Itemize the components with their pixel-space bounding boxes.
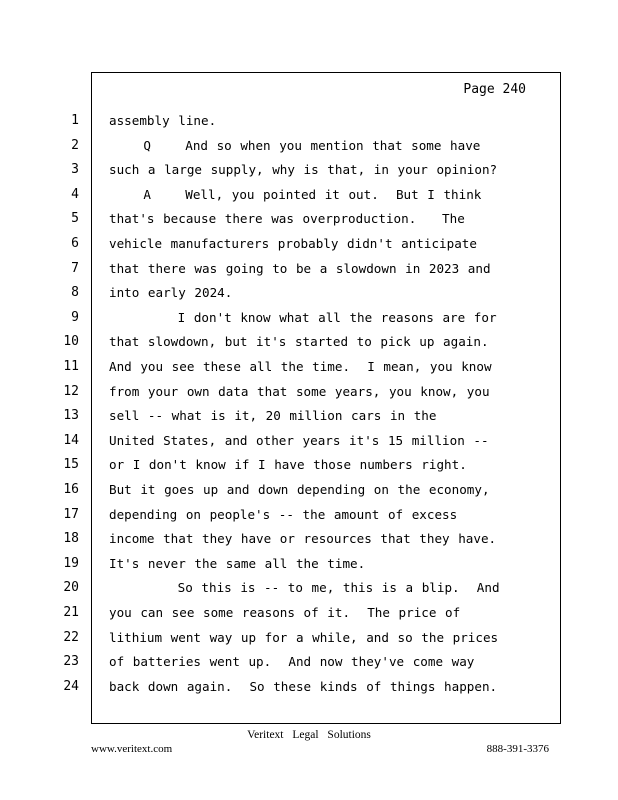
- line-number: 12: [63, 383, 79, 399]
- line-number: 15: [63, 457, 79, 473]
- line-text: you can see some reasons of it. The price of: [109, 605, 461, 620]
- line-number: 13: [63, 408, 79, 424]
- transcript-line: [71, 137, 560, 162]
- line-text: from your own data that some years, you know, you: [109, 383, 490, 399]
- transcript-line: [63, 457, 560, 481]
- footer-company: Veritext Legal Solutions: [247, 729, 371, 741]
- transcript-line: [63, 383, 560, 408]
- line-text: assembly line.: [109, 113, 217, 128]
- transcript-line: [63, 654, 560, 678]
- transcript-line: [63, 359, 560, 383]
- transcript-line: [71, 285, 560, 309]
- line-number: 5: [71, 211, 79, 227]
- line-number: 14: [63, 432, 79, 448]
- page-number: Page 240: [463, 82, 526, 97]
- line-number: 11: [63, 359, 79, 374]
- transcript-page: [63, 72, 561, 724]
- line-number: 4: [71, 186, 79, 202]
- line-number: 6: [71, 236, 79, 251]
- line-text: But it goes up and down depending on the economy,: [109, 482, 490, 497]
- line-number: 3: [71, 162, 79, 178]
- transcript-line: [63, 605, 560, 629]
- transcript-line: [63, 580, 560, 604]
- line-text: I don't know what all the reasons are for: [109, 309, 497, 325]
- line-number: 2: [71, 137, 79, 153]
- line-text: And you see these all the time. I mean, you know: [109, 359, 492, 374]
- line-text: lithium went way up for a while, and so the prices: [109, 629, 499, 645]
- line-text: Q And so when you mention that some have: [109, 137, 481, 153]
- line-text: sell -- what is it, 20 million cars in the: [109, 408, 437, 424]
- transcript-line: [71, 211, 560, 235]
- transcript-line: [71, 186, 560, 211]
- line-text: or I don't know if I have those numbers right.: [109, 457, 467, 473]
- transcript-line: [63, 408, 560, 432]
- transcript-line: [71, 260, 560, 285]
- transcript-line: [63, 531, 560, 555]
- line-text: that slowdown, but it's started to pick up again.: [109, 334, 489, 350]
- line-number: 8: [71, 285, 79, 301]
- line-text: So this is -- to me, this is a blip. And: [109, 580, 500, 596]
- line-number: 19: [63, 555, 79, 571]
- line-text: depending on people's -- the amount of excess: [109, 506, 458, 522]
- line-text: back down again. So these kinds of things happen.: [109, 678, 498, 694]
- transcript-line: [71, 113, 560, 137]
- line-text: vehicle manufacturers probably didn't anticipate: [109, 236, 477, 251]
- line-number: 1: [71, 113, 79, 128]
- line-number: 22: [63, 629, 79, 645]
- line-number: 24: [63, 678, 79, 694]
- transcript-line: [71, 162, 560, 186]
- line-number: 10: [63, 334, 79, 350]
- line-text: into early 2024.: [109, 285, 233, 301]
- line-text: A Well, you pointed it out. But I think: [109, 186, 482, 202]
- line-number: 23: [63, 654, 79, 670]
- line-text: income that they have or resources that they have.: [109, 531, 497, 547]
- line-number: 18: [63, 531, 79, 547]
- line-text: United States, and other years it's 15 million --: [109, 432, 489, 448]
- transcript-line: [63, 506, 560, 531]
- line-number: 9: [71, 309, 79, 325]
- line-number: 7: [71, 260, 79, 276]
- line-text: that's because there was overproduction. The: [109, 211, 465, 227]
- transcript-line: [63, 334, 560, 358]
- transcript-line: [71, 309, 560, 334]
- line-text: It's never the same all the time.: [109, 555, 366, 571]
- footer-phone: 888-391-3376: [486, 743, 549, 755]
- line-text: that there was going to be a slowdown in 2023 and: [109, 260, 491, 276]
- transcript-line: [71, 236, 560, 260]
- footer-website: www.veritext.com: [91, 743, 173, 755]
- transcript-line: [63, 678, 560, 703]
- line-number: 17: [63, 506, 79, 522]
- line-number: 16: [63, 482, 79, 497]
- transcript-line: [63, 555, 560, 580]
- transcript-line: [63, 432, 560, 457]
- line-number: 20: [63, 580, 79, 596]
- transcript-line: [63, 629, 560, 654]
- line-number: 21: [63, 605, 79, 620]
- line-text: of batteries went up. And now they've come way: [109, 654, 475, 670]
- transcript-line: [63, 482, 560, 506]
- line-text: such a large supply, why is that, in your opinion?: [109, 162, 498, 178]
